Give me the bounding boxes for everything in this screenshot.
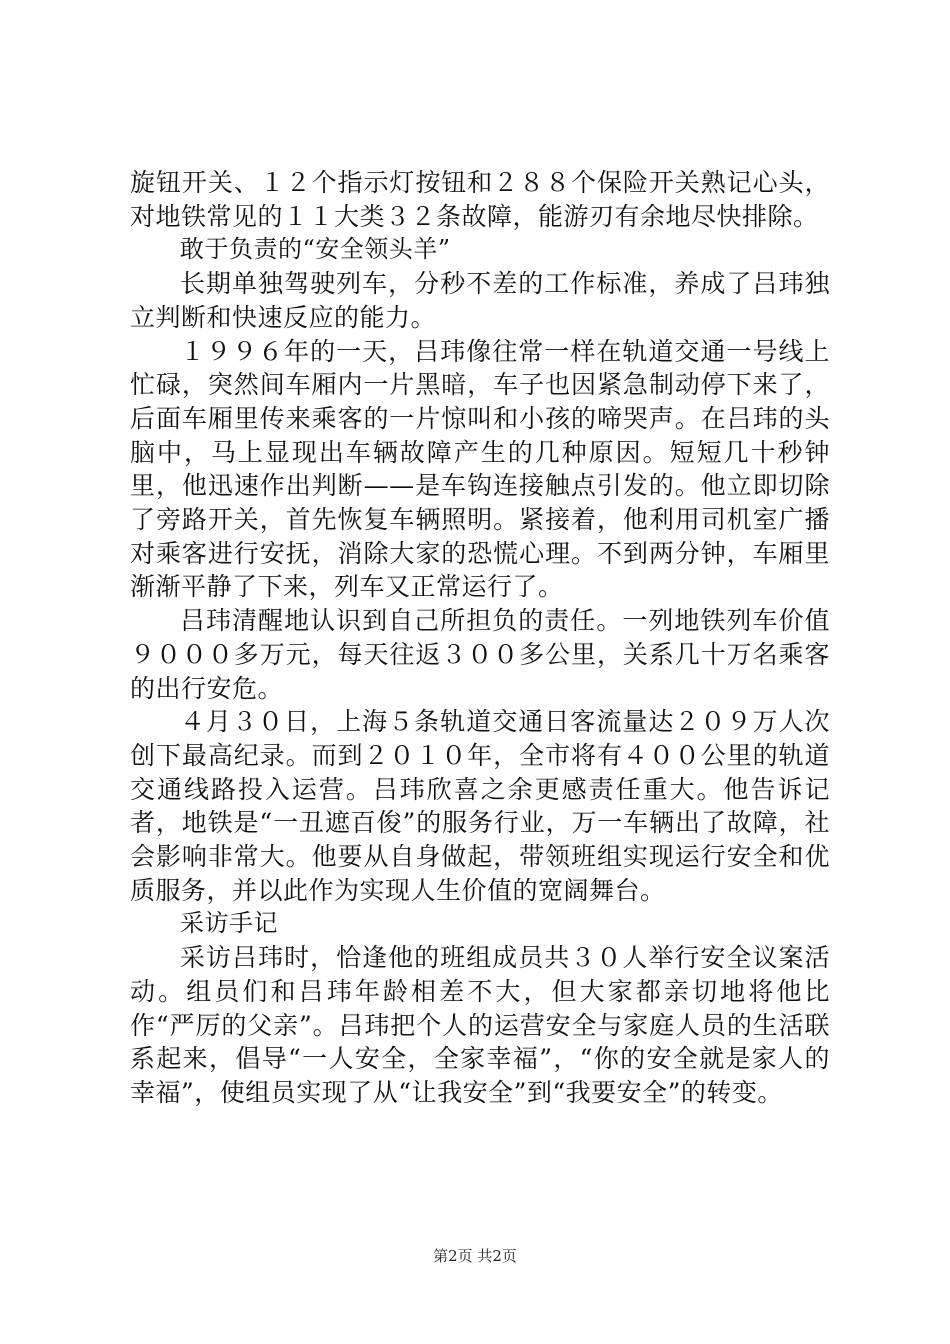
page-number-footer: 第2页 共2页 (433, 1247, 517, 1265)
paragraph-interview: 采访吕玮时，恰逢他的班组成员共３０人举行安全议案活动。组员们和吕玮年龄相差不大，但大家都亲切地将他比作“严厉的父亲”。吕玮把个人的运营安全与家庭人员的生活联系起来，倡导“一人安全，全家幸福”，“你的安全就是家人的幸福”，使组员实现了从“让我安全”到“我要安全”的转变。 (130, 943, 830, 1107)
section-heading-safety-leader: 敢于负责的“安全领头羊” (180, 235, 451, 264)
paragraph-1996-incident: １９９６年的一天，吕玮像往常一样在轨道交通一号线上忙碌，突然间车厢内一片黑暗，车子也因紧急制动停下来了，后面车厢里传来乘客的一片惊叫和小孩的啼哭声。在吕玮的头脑中，马上显现出车辆故障产生的几种原因。短短几十秒钟里，他迅速作出判断——是车钩连接触点引发的。他立即切除了旁路开关，首先恢复车辆照明。紧接着，他利用司机室广播对乘客进行安抚，消除大家的恐慌心理。不到两分钟，车厢里渐渐平静了下来，列车又正常运行了。 (130, 336, 830, 602)
paragraph-continued: 旋钮开关、１２个指示灯按钮和２８８个保险开关熟记心头，对地铁常见的１１大类３２条故障，能游刃有余地尽快排除。 (130, 168, 830, 231)
document-body (130, 166, 830, 1110)
paragraph-independent-judgement: 长期单独驾驶列车，分秒不差的工作标准，养成了吕玮独立判断和快速反应的能力。 (130, 269, 830, 332)
paragraph-responsibility: 吕玮清醒地认识到自己所担负的责任。一列地铁列车价值９０００多万元，每天往返３００多公里，关系几十万名乘客的出行安危。 (130, 606, 830, 703)
section-heading-interview-notes: 采访手记 (180, 909, 278, 938)
paragraph-passenger-flow: ４月３０日，上海５条轨道交通日客流量达２０９万人次创下最高纪录。而到２０１０年，全市将有４００公里的轨道交通线路投入运营。吕玮欣喜之余更感责任重大。他告诉记者，地铁是“一丑遮百俊”的服务行业，万一车辆出了故障，社会影响非常大。他要从自身做起，带领班组实现运行安全和优质服务，并以此作为实现人生价值的宽阔舞台。 (130, 707, 830, 905)
